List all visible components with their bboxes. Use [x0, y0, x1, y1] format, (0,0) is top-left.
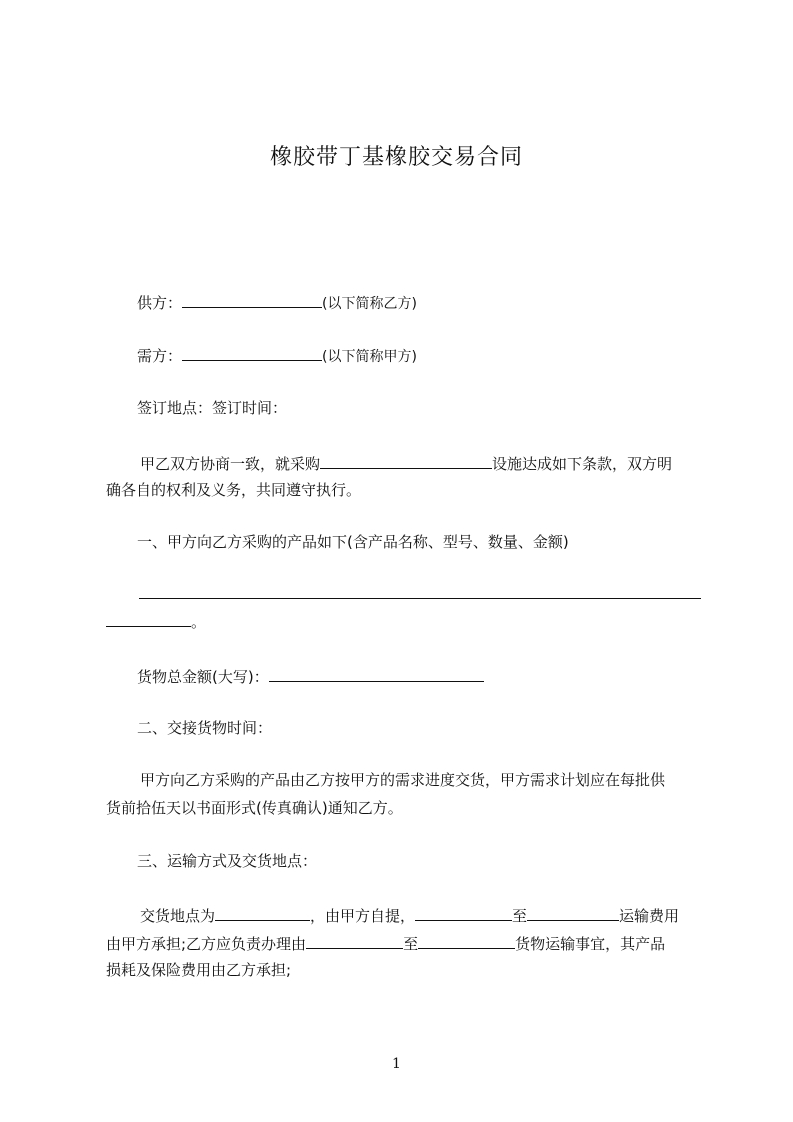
product-list-blank-2: [106, 610, 191, 627]
transport-matters-text: 货物运输事宜，其产品: [515, 935, 666, 953]
intro-line-2: 确各自的权利及义务，共同遵守执行。: [106, 481, 362, 499]
product-list-end: 。: [191, 613, 207, 631]
intro-suffix: 设施达成如下条款，双方明: [492, 455, 673, 473]
freight-text: 运输费用: [619, 907, 680, 925]
signing-place-time: 签订地点：签订时间：: [137, 399, 288, 417]
section-2-line-1: 甲方向乙方采购的产品由乙方按甲方的需求进度交货，甲方需求计划应在每批供: [140, 771, 666, 789]
total-amount-blank: [269, 665, 484, 682]
section-3-line-1: [140, 904, 679, 926]
self-pickup-text: ，由甲方自提，: [310, 907, 416, 925]
buyer-label: 需方：: [137, 347, 183, 365]
section-3-heading: 三、运输方式及交货地点：: [137, 852, 318, 870]
delivery-place-blank: [215, 904, 310, 921]
total-amount-line: [137, 665, 484, 687]
product-list-line-1: [139, 582, 701, 604]
document-title: 橡胶带丁基橡胶交易合同: [269, 145, 523, 170]
supplier-name-blank: [182, 291, 322, 308]
transport-to-blank: [418, 932, 515, 949]
buyer-line: [137, 344, 417, 367]
total-amount-label: 货物总金额(大写)：: [137, 668, 269, 686]
product-list-line-2: [106, 610, 206, 632]
buyer-suffix: (以下简称甲方): [322, 349, 417, 365]
intro-line-1: [140, 452, 672, 474]
pickup-from-blank: [415, 904, 512, 921]
supplier-line: [137, 291, 417, 314]
transport-from-blank: [306, 932, 403, 949]
to-text-1: 至: [512, 907, 528, 925]
delivery-place-label: 交货地点为: [140, 907, 216, 925]
section-3-line-3: 损耗及保险费用由乙方承担;: [106, 961, 292, 979]
section-2-heading: 二、交接货物时间：: [137, 719, 273, 737]
pickup-to-blank: [527, 904, 619, 921]
purchase-item-blank: [320, 452, 492, 469]
supplier-label: 供方：: [137, 294, 183, 312]
product-list-blank-1: [139, 582, 701, 599]
page-number: 1: [392, 1056, 401, 1072]
supplier-suffix: (以下简称乙方): [322, 296, 417, 312]
section-3-line-2: [106, 932, 665, 954]
section-2-line-2: 货前拾伍天以书面形式(传真确认)通知乙方。: [106, 799, 403, 817]
section-1-heading: 一、甲方向乙方采购的产品如下(含产品名称、型号、数量、金额): [137, 533, 569, 551]
transport-responsibility-text: 由甲方承担;乙方应负责办理由: [106, 935, 307, 953]
buyer-name-blank: [182, 344, 322, 361]
intro-prefix: 甲乙双方协商一致，就采购: [140, 455, 321, 473]
to-text-2: 至: [403, 935, 419, 953]
